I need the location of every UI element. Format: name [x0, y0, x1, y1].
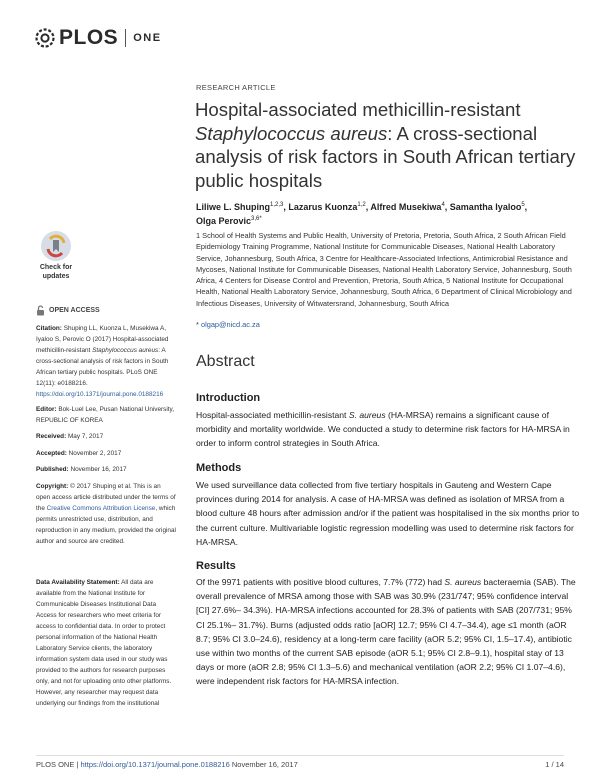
results-text-a: Of the 9971 patients with positive blood cultures, 7.7% (772) had: [196, 577, 445, 587]
abstract-heading: Abstract: [196, 353, 255, 370]
open-access-text: OPEN ACCESS: [49, 307, 100, 314]
cc-license-link[interactable]: Creative Commons Attribution License: [46, 505, 156, 512]
footer-journal: PLOS ONE: [36, 760, 75, 769]
corr-marker: *: [196, 320, 199, 329]
published-block: [36, 464, 176, 475]
check-for-updates-badge[interactable]: [36, 231, 76, 286]
author-name[interactable]: Olga Perovic: [196, 216, 252, 226]
title-species: Staphylococcus aureus: [195, 122, 388, 144]
corr-email-link[interactable]: olgap@nicd.ac.za: [200, 320, 260, 329]
citation-species: Staphylococcus aureus: [92, 347, 159, 354]
published-label: Published:: [36, 466, 69, 473]
citation-text: Shuping LL, Kuonza L, Musekiwa A, Iyaloo S, Perovic O (2017) Hospital-associated methicillin-resistant: [36, 325, 169, 354]
logo-divider: [125, 29, 126, 47]
badge-icon: [41, 231, 71, 261]
copyright-block: [36, 481, 176, 547]
footer-separator: |: [74, 760, 81, 769]
open-access-label: [36, 305, 100, 316]
title-line1: Hospital-associated methicillin-resistant: [195, 99, 521, 120]
introduction-heading: Introduction: [196, 392, 261, 404]
received-date: May 7, 2017: [66, 433, 104, 440]
journal-name: ONE: [133, 32, 162, 44]
footer-date: November 16, 2017: [229, 760, 298, 769]
published-date: November 16, 2017: [68, 466, 127, 473]
intro-text: Hospital-associated methicillin-resistant: [196, 410, 349, 420]
citation-block: [36, 323, 176, 400]
author-affil-sup: 4: [441, 202, 445, 208]
citation-doi-link[interactable]: https://doi.org/10.1371/journal.pone.0188216: [36, 391, 164, 398]
brand-name: PLOS: [59, 26, 119, 49]
accepted-date: November 2, 2017: [66, 450, 122, 457]
bookmark-icon: [41, 231, 71, 261]
introduction-text: [196, 408, 580, 451]
results-text: [196, 575, 580, 689]
copyright-label: Copyright:: [36, 483, 69, 490]
editor-text: Bok-Luel Lee, Pusan National University, REPUBLIC OF KOREA: [36, 406, 175, 424]
citation-text-cont: : A cross-sectional analysis of risk factors in South African tertiary public hospitals. PLoS ONE 12(11): e0188216.: [36, 347, 169, 387]
article-title: [195, 98, 585, 192]
results-heading: Results: [196, 560, 236, 572]
editor-label: Editor:: [36, 406, 57, 413]
intro-species: S. aureus: [348, 410, 386, 420]
author-affil-sup: 5: [521, 202, 525, 208]
author-affil-sup: 1,2: [357, 202, 366, 208]
methods-heading: Methods: [196, 462, 242, 474]
data-availability-block: [36, 577, 176, 709]
intro-text-cont: (HA-MRSA) remains a significant cause of morbidity and mortality worldwide. We conducted a study to determine risk factors for HA-MRSA in order to inform control strategies in South Africa.: [196, 410, 570, 449]
page-footer: [36, 760, 298, 769]
author-list: Liliwe L. Shuping$^{1,2,3}$, Lazarus Kuonza$^{1,2}$, Alfred Musekiwa$^4$, Samantha Iyaloo$^5$, Olga Perovic$^{3,6*}$: [196, 202, 528, 226]
results-text-b: bacteraemia (SAB). The overall prevalence of MRSA among those with SAB was 30.9% (231/747; 95% confidence interval [CI] 27.6%– 34.3%). HA-MRSA infections accounted for 28.3% of patients with SAB (207/731; 95% CI 25.1%– 31.7%). Burns (adjusted odds ratio [aOR] 12.7; 95% CI 4.7–34.4), age ≤1 month (aOR 8.7; 95% CI 3.0–24.6), residency at a long-term care facility (aOR 5.2; 95% CI, 1.5–17.4), antibiotic use within two months of the current SAB episode (aOR 5.1; 95% CI 2.8–9.1), hospital stay of 13 days or more (aOR 2.8; 95% CI 1.3–5.6) and mechanical ventilation (aOR 2.2; 95% CI 1.07–4.6), were independent risk factors for HA-MRSA infection.: [196, 577, 576, 687]
accepted-label: Accepted:: [36, 450, 67, 457]
page-number: 1 / 14: [545, 760, 564, 769]
author-name[interactable]: Samantha Iyaloo: [449, 202, 522, 212]
plos-logo-icon: [34, 27, 56, 49]
open-lock-icon: [36, 305, 45, 316]
article-type: RESEARCH ARTICLE: [196, 83, 276, 92]
author-affil-sup: 1,2,3: [270, 202, 284, 208]
citation-label: Citation:: [36, 325, 62, 332]
author-name[interactable]: Liliwe L. Shuping: [196, 202, 270, 212]
accepted-block: [36, 448, 176, 459]
received-block: [36, 431, 176, 442]
editor-block: [36, 404, 176, 426]
title-rest: : A cross-sectional analysis of risk factors in South African tertiary public hospitals: [195, 122, 576, 191]
plos-one-logo: [34, 26, 162, 50]
footer-doi-link[interactable]: https://doi.org/10.1371/journal.pone.0188216: [80, 760, 230, 769]
results-species: S. aureus: [444, 577, 482, 587]
footer-divider: [36, 755, 564, 756]
author-name[interactable]: Alfred Musekiwa: [370, 202, 442, 212]
data-availability-label: Data Availability Statement:: [36, 579, 120, 586]
copyright-text-cont: , which permits unrestricted use, distribution, and reproduction in any medium, provided the original author and source are credited.: [36, 505, 176, 545]
affiliations: 1 School of Health Systems and Public Health, University of Pretoria, Pretoria, South Africa, 2 South African Field Epidemiology Training Programme, National Institute for Communicable Diseases, National Health Laboratory Service, Johannesburg, South Africa, 3 Centre for Healthcare-Associated Infections, Antimicrobial Resistance and Mycoses, National Institute for Communicable Diseases, National Health Laboratory Service, Johannesburg, South Africa, 4 Centers for Disease Control and Prevention, Pretoria, South Africa, 5 National Institute for Occupational Health, National Health Laboratory Service, Johannesburg, South Africa, 6 Department of Clinical Microbiology and Infectious Diseases, University of Witwatersrand, Johannesburg, South Africa: [196, 231, 572, 308]
corresponding-author: [196, 320, 260, 329]
author-affil-sup: 3,6*: [251, 216, 262, 222]
received-label: Received:: [36, 433, 67, 440]
methods-text: We used surveillance data collected from five tertiary hospitals in Gauteng and Western Cape provinces during 2014 for analysis. A case of HA-MRSA was defined as isolation of MRSA from a blood culture 48 hours after admission and/or if the patient was hospitalised in the six months prior to the current culture. Multivariable logistic regression modelling was used to determine risk factors for HA-MRSA.: [196, 480, 580, 547]
data-availability-text: All data are available from the National Institute for Communicable Diseases Institutional Data Access for researchers who meet criteria for access to confidential data. In order to protect personal information of the National Health Laboratory Service clients, the laboratory information system data used in our study was provided to the authors for research purposes only, and not for uploading onto other platforms. However, any researcher may request data underlying our findings from the institutional: [36, 579, 172, 707]
copyright-text: © 2017 Shuping et al. This is an open access article distributed under the terms of the: [36, 483, 176, 512]
author-name[interactable]: Lazarus Kuonza: [288, 202, 358, 212]
badge-label: Check for updates: [39, 264, 73, 280]
